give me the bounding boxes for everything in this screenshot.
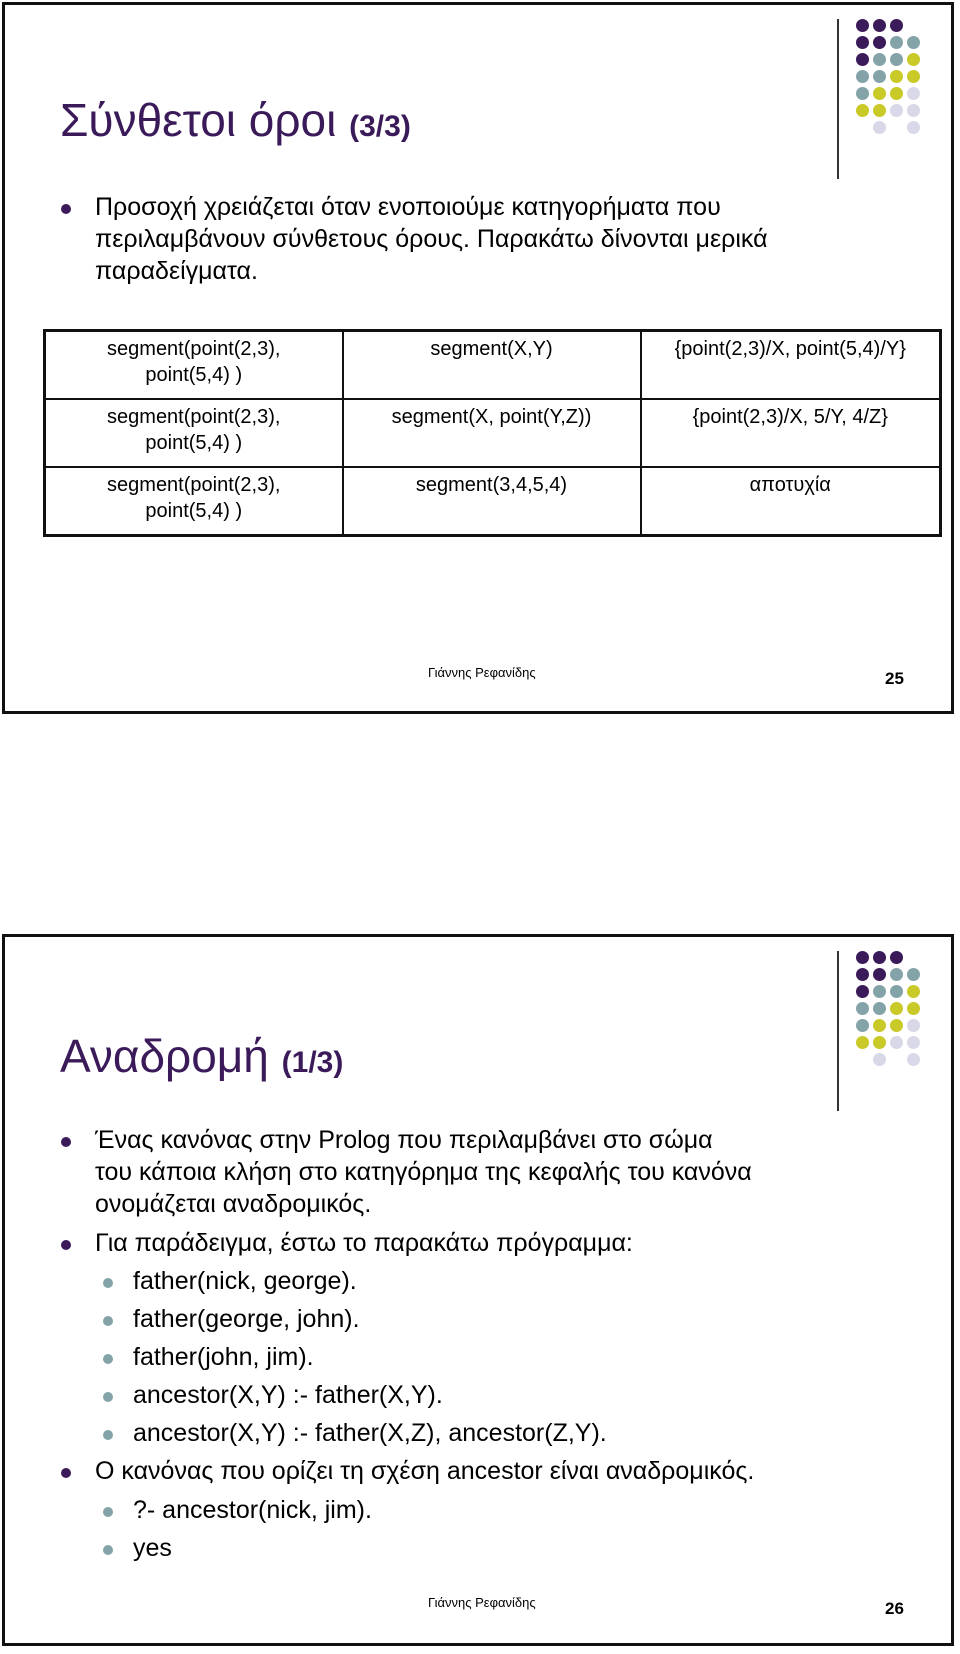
decor-dot bbox=[907, 104, 920, 117]
table-cell: segment(point(2,3), point(5,4) ) bbox=[45, 331, 343, 400]
program-line: father(george, john). bbox=[133, 1303, 360, 1335]
decor-dot bbox=[890, 36, 903, 49]
decor-dot bbox=[856, 1002, 869, 1015]
slide-26 bbox=[2, 934, 954, 1646]
query-result: yes bbox=[133, 1532, 172, 1564]
decor-dot bbox=[890, 985, 903, 998]
decor-dot bbox=[873, 968, 886, 981]
decor-dot bbox=[907, 1036, 920, 1049]
decor-dot bbox=[856, 1019, 869, 1032]
decor-dot bbox=[890, 87, 903, 100]
decor-dot bbox=[907, 968, 920, 981]
program-line: father(nick, george). bbox=[133, 1265, 357, 1297]
table-row bbox=[45, 331, 941, 400]
decor-dot bbox=[856, 951, 869, 964]
unification-table bbox=[43, 329, 942, 537]
decor-dot bbox=[890, 1019, 903, 1032]
decor-dot bbox=[890, 53, 903, 66]
decor-dot bbox=[856, 87, 869, 100]
table-cell: segment(X,Y) bbox=[343, 331, 641, 400]
decor-divider-line bbox=[837, 19, 839, 179]
decor-dot-grid bbox=[856, 951, 936, 1081]
decor-dot bbox=[890, 70, 903, 83]
slide-title bbox=[60, 93, 411, 147]
decor-dot bbox=[856, 1036, 869, 1049]
sub-bullet-icon bbox=[103, 1507, 113, 1517]
decor-dot bbox=[873, 19, 886, 32]
bullet-line-2: του κάποια κλήση στο κατηγόρημα της κεφαλής του κανόνα bbox=[95, 1158, 752, 1186]
decor-dot bbox=[907, 985, 920, 998]
bullet-icon bbox=[61, 1468, 71, 1478]
bullet-line-1: Ένας κανόνας στην Prolog που περιλαμβάνει στο σώμα bbox=[95, 1124, 713, 1156]
footer-author: Γιάννης Ρεφανίδης bbox=[428, 665, 536, 680]
table-cell: {point(2,3)/X, 5/Y, 4/Z} bbox=[641, 399, 941, 467]
decor-dot bbox=[890, 968, 903, 981]
decor-dot bbox=[856, 968, 869, 981]
bullet-ancestor: Ο κανόνας που ορίζει τη σχέση ancestor είναι αναδρομικός. bbox=[95, 1455, 754, 1487]
sub-bullet-icon bbox=[103, 1545, 113, 1555]
decor-divider-line bbox=[837, 951, 839, 1111]
decor-dot bbox=[907, 87, 920, 100]
slide-25 bbox=[2, 2, 954, 714]
program-line: ancestor(X,Y) :- father(X,Z), ancestor(Z,Y). bbox=[133, 1417, 607, 1449]
decor-dot bbox=[873, 121, 886, 134]
program-line: father(john, jim). bbox=[133, 1341, 314, 1373]
decor-dot bbox=[873, 70, 886, 83]
decor-dot bbox=[873, 1002, 886, 1015]
decor-dot bbox=[890, 1036, 903, 1049]
table-cell: αποτυχία bbox=[641, 467, 941, 536]
bullet-icon bbox=[61, 204, 71, 214]
table-row bbox=[45, 467, 941, 536]
decor-dot bbox=[873, 1036, 886, 1049]
sub-bullet-icon bbox=[103, 1430, 113, 1440]
table-cell: segment(3,4,5,4) bbox=[343, 467, 641, 536]
decor-dot bbox=[890, 951, 903, 964]
table-cell: segment(point(2,3), point(5,4) ) bbox=[45, 399, 343, 467]
page-number: 26 bbox=[885, 1599, 904, 1618]
sub-bullet-icon bbox=[103, 1354, 113, 1364]
bullet-line-1: Προσοχή χρειάζεται όταν ενοποιούμε κατηγορήματα που bbox=[95, 191, 721, 223]
bullet-line-2: περιλαμβάνουν σύνθετους όρους. Παρακάτω δίνονται μερικά bbox=[95, 225, 768, 253]
decor-dot bbox=[907, 1053, 920, 1066]
decor-dot bbox=[873, 1019, 886, 1032]
decor-dot bbox=[856, 70, 869, 83]
page-number: 25 bbox=[885, 669, 904, 688]
bullet-line-3: παραδείγματα. bbox=[95, 257, 258, 285]
table-row bbox=[45, 399, 941, 467]
sub-bullet-icon bbox=[103, 1316, 113, 1326]
title-text: Σύνθετοι όροι bbox=[60, 94, 337, 146]
decor-dot bbox=[873, 104, 886, 117]
sub-bullet-icon bbox=[103, 1278, 113, 1288]
decor-dot bbox=[873, 87, 886, 100]
program-line: ancestor(X,Y) :- father(X,Y). bbox=[133, 1379, 443, 1411]
slide-title bbox=[60, 1029, 343, 1083]
bullet-icon bbox=[61, 1137, 71, 1147]
decor-dot bbox=[873, 951, 886, 964]
decor-dot bbox=[907, 121, 920, 134]
decor-dot bbox=[890, 1002, 903, 1015]
decor-dot bbox=[907, 70, 920, 83]
table-cell: segment(point(2,3), point(5,4) ) bbox=[45, 467, 343, 536]
decor-dot bbox=[907, 36, 920, 49]
decor-dot bbox=[873, 36, 886, 49]
decor-dot bbox=[890, 104, 903, 117]
decor-dot bbox=[856, 985, 869, 998]
decor-dot bbox=[873, 53, 886, 66]
decor-dot-grid bbox=[856, 19, 936, 149]
decor-dot bbox=[907, 1019, 920, 1032]
table-cell: segment(X, point(Y,Z)) bbox=[343, 399, 641, 467]
title-part: (3/3) bbox=[349, 110, 411, 143]
decor-dot bbox=[856, 104, 869, 117]
table-cell: {point(2,3)/X, point(5,4)/Y} bbox=[641, 331, 941, 400]
decor-dot bbox=[856, 53, 869, 66]
decor-dot bbox=[890, 19, 903, 32]
footer-author: Γιάννης Ρεφανίδης bbox=[428, 1595, 536, 1610]
decor-dot bbox=[873, 985, 886, 998]
decor-dot bbox=[856, 36, 869, 49]
bullet-icon bbox=[61, 1240, 71, 1250]
bullet-example: Για παράδειγμα, έστω το παρακάτω πρόγραμμα: bbox=[95, 1227, 633, 1259]
decor-dot bbox=[856, 19, 869, 32]
title-text: Αναδρομή bbox=[60, 1030, 269, 1082]
bullet-line-3: ονομάζεται αναδρομικός. bbox=[95, 1190, 372, 1218]
decor-dot bbox=[907, 53, 920, 66]
decor-dot bbox=[873, 1053, 886, 1066]
query-line: ?- ancestor(nick, jim). bbox=[133, 1494, 372, 1526]
title-part: (1/3) bbox=[281, 1046, 344, 1079]
sub-bullet-icon bbox=[103, 1392, 113, 1402]
decor-dot bbox=[907, 1002, 920, 1015]
